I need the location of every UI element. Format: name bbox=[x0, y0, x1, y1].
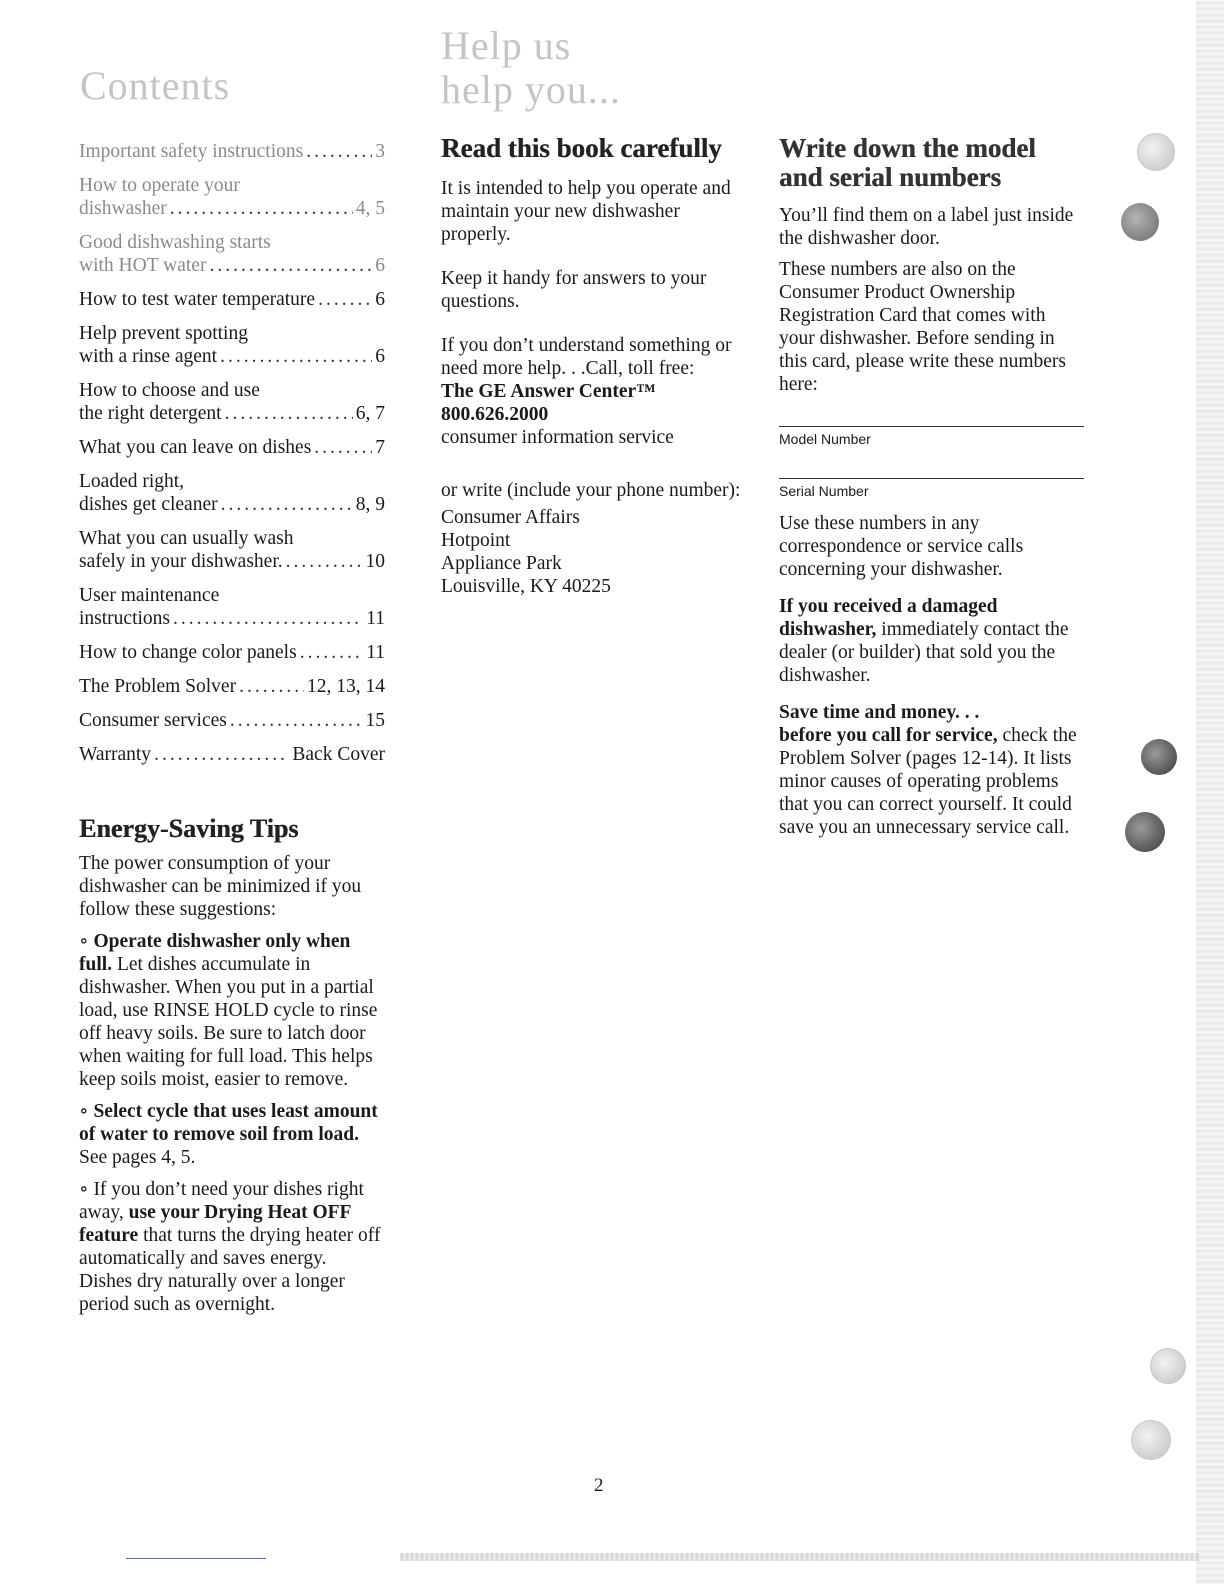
toc-page-number: 6 bbox=[375, 289, 385, 310]
toc-leader-dots bbox=[230, 709, 363, 732]
toc-entry bbox=[79, 470, 385, 516]
energy-tip-2-text: See pages 4, 5. bbox=[79, 1147, 196, 1168]
toc-page-number: 6, 7 bbox=[355, 403, 385, 424]
toc-entry bbox=[79, 379, 385, 425]
help-para-3-text: If you don’t understand something or need more help. . .Call, toll free: bbox=[441, 335, 732, 379]
toc-entry-text: Help prevent spotting bbox=[79, 323, 248, 344]
energy-tip-3-bold: use your Drying Heat OFF feature bbox=[79, 1202, 351, 1246]
toc-entry-text: Consumer services bbox=[79, 710, 227, 731]
service-line: consumer information service bbox=[441, 427, 674, 448]
toc-entry-text: User maintenance bbox=[79, 585, 220, 606]
energy-tip-3 bbox=[79, 1178, 384, 1316]
binder-hole-icon bbox=[1131, 1420, 1171, 1460]
model-number-label: Model Number bbox=[779, 431, 871, 447]
bullet-icon: ∘ bbox=[79, 1101, 89, 1122]
model-heading: Write down the model and serial numbers bbox=[779, 133, 1036, 192]
scan-bottom-line bbox=[126, 1558, 266, 1559]
toc-entry bbox=[79, 584, 385, 630]
save-para bbox=[779, 701, 1084, 839]
help-column bbox=[441, 134, 751, 598]
toc-entry bbox=[79, 641, 385, 664]
help-para-2: Keep it handy for answers to your questions. bbox=[441, 268, 707, 312]
toc-entry-text: dishes get cleaner bbox=[79, 494, 218, 515]
toc-leader-dots bbox=[170, 197, 353, 220]
binder-hole-icon bbox=[1141, 739, 1177, 775]
answer-center: The GE Answer Center™ bbox=[441, 381, 656, 402]
toc-leader-dots bbox=[173, 607, 363, 630]
help-para-1: It is intended to help you operate and maintain your new dishwasher properly. bbox=[441, 178, 731, 245]
energy-tip-1-text: Let dishes accumulate in dishwasher. When you put in a partial load, use RINSE HOLD cycle to rinse off heavy soils. Be sure to latch door when waiting for full load. This helps keep soils moist, easier to remove. bbox=[79, 954, 378, 1090]
toc-page-number: 15 bbox=[365, 710, 385, 731]
toc-entry-text: How to choose and use bbox=[79, 380, 260, 401]
toc-leader-dots bbox=[225, 402, 353, 425]
toc-entry-text: dishwasher bbox=[79, 198, 167, 219]
toc-leader-dots bbox=[209, 254, 372, 277]
binder-hole-icon bbox=[1150, 1348, 1186, 1384]
toc-entry-text: How to operate your bbox=[79, 175, 240, 196]
toc-leader-dots bbox=[306, 140, 372, 163]
toc-entry bbox=[79, 675, 385, 698]
toc-entry bbox=[79, 436, 385, 459]
toc-entry bbox=[79, 174, 385, 220]
model-number-line bbox=[779, 426, 1084, 427]
serial-number-line bbox=[779, 478, 1084, 479]
binder-hole-icon bbox=[1137, 133, 1175, 171]
toc-entry bbox=[79, 743, 385, 766]
energy-tip-3-text: that turns the drying heater off automatically and saves energy. Dishes dry naturally over a longer period such as overnight. bbox=[79, 1225, 381, 1315]
energy-tip-1 bbox=[79, 930, 384, 1091]
toc-leader-dots bbox=[154, 743, 289, 766]
address-line: Louisville, KY 40225 bbox=[441, 576, 611, 597]
save-text: check the Problem Solver (pages 12-14). It lists minor causes of operating problems that you can correct yourself. It could save you an unnecessary service call. bbox=[779, 725, 1077, 838]
toc-entry bbox=[79, 231, 385, 277]
toc-leader-dots bbox=[221, 493, 353, 516]
toc-leader-dots bbox=[239, 675, 304, 698]
toc-page-number: Back Cover bbox=[292, 744, 385, 765]
toc-entry-text: How to test water temperature bbox=[79, 289, 316, 310]
energy-tip-3-pre: If you don’t need your dishes right away, bbox=[79, 1179, 364, 1223]
binder-hole-icon bbox=[1125, 812, 1165, 852]
bullet-icon: ∘ bbox=[79, 1179, 89, 1200]
help-title bbox=[441, 24, 621, 112]
address-line: Consumer Affairs bbox=[441, 507, 580, 528]
bullet-icon: ∘ bbox=[79, 931, 89, 952]
toc-leader-dots bbox=[286, 550, 363, 573]
toc-page-number: 8, 9 bbox=[355, 494, 385, 515]
damaged-bold: If you received a damaged dishwasher, bbox=[779, 596, 998, 640]
energy-tips bbox=[79, 852, 384, 1325]
model-para-1: You’ll find them on a label just inside the dishwasher door. bbox=[779, 205, 1074, 249]
binder-hole-icon bbox=[1121, 203, 1159, 241]
read-book-heading: Read this book carefully bbox=[441, 133, 722, 163]
toc-page-number: 11 bbox=[366, 642, 385, 663]
toc-entry bbox=[79, 140, 385, 163]
toc-entry-text: What you can leave on dishes bbox=[79, 437, 312, 458]
toc-page-number: 11 bbox=[366, 608, 385, 629]
save-bold-2: before you call for service, bbox=[779, 725, 998, 746]
toc-entry-text: safely in your dishwasher. bbox=[79, 551, 283, 572]
mailing-address bbox=[441, 506, 751, 598]
energy-tip-2 bbox=[79, 1100, 384, 1169]
toc-entry bbox=[79, 288, 385, 311]
toc-entry bbox=[79, 322, 385, 368]
toc-page-number: 10 bbox=[365, 551, 385, 572]
model-para-2: These numbers are also on the Consumer Product Ownership Registration Card that comes with your dishwasher. Before sending in this card, please write these numbers here: bbox=[779, 259, 1066, 395]
save-bold-1: Save time and money. . . bbox=[779, 702, 980, 723]
contents-title: Contents bbox=[80, 63, 231, 108]
address-line: Appliance Park bbox=[441, 553, 562, 574]
toc-page-number: 6 bbox=[375, 346, 385, 367]
serial-number-label: Serial Number bbox=[779, 483, 869, 499]
phone-number: 800.626.2000 bbox=[441, 404, 549, 425]
toc-entry-text: How to change color panels bbox=[79, 642, 297, 663]
write-line: or write (include your phone number): bbox=[441, 480, 741, 501]
help-title-line-1: Help us bbox=[441, 23, 572, 68]
toc-entry bbox=[79, 709, 385, 732]
page-number: 2 bbox=[594, 1475, 604, 1496]
damaged-text: immediately contact the dealer (or builder) that sold you the dishwasher. bbox=[779, 619, 1069, 686]
toc-entry-text: Good dishwashing starts bbox=[79, 232, 271, 253]
model-para-3: Use these numbers in any correspondence or service calls concerning your dishwasher. bbox=[779, 513, 1024, 580]
toc-entry-text: Warranty bbox=[79, 744, 152, 765]
scan-bottom-strip bbox=[400, 1553, 1200, 1561]
toc-page-number: 6 bbox=[375, 255, 385, 276]
toc-page-number: 4, 5 bbox=[355, 198, 385, 219]
toc-entry-text: The Problem Solver bbox=[79, 676, 237, 697]
help-para-3 bbox=[441, 334, 751, 449]
energy-tip-2-bold: Select cycle that uses least amount of water to remove soil from load. bbox=[79, 1101, 378, 1145]
energy-intro: The power consumption of your dishwasher can be minimized if you follow these suggestions: bbox=[79, 853, 362, 920]
toc-page-number: 3 bbox=[375, 141, 385, 162]
toc-entry-text: the right detergent bbox=[79, 403, 222, 424]
toc-page-number: 12, 13, 14 bbox=[307, 676, 385, 697]
toc-entry bbox=[79, 527, 385, 573]
help-title-line-2: help you... bbox=[441, 67, 621, 112]
model-column bbox=[779, 134, 1084, 847]
address-line: Hotpoint bbox=[441, 530, 511, 551]
table-of-contents bbox=[79, 140, 385, 777]
energy-tips-heading: Energy-Saving Tips bbox=[79, 814, 299, 843]
toc-page-number: 7 bbox=[375, 437, 385, 458]
toc-entry-text: with HOT water bbox=[79, 255, 207, 276]
toc-entry-text: Important safety instructions bbox=[79, 141, 304, 162]
damaged-para bbox=[779, 595, 1084, 687]
toc-leader-dots bbox=[314, 436, 372, 459]
toc-leader-dots bbox=[220, 345, 372, 368]
toc-leader-dots bbox=[318, 288, 372, 311]
energy-tip-1-bold: Operate dishwasher only when full. bbox=[79, 931, 351, 975]
toc-entry-text: instructions bbox=[79, 608, 170, 629]
toc-entry-text: What you can usually wash bbox=[79, 528, 294, 549]
toc-entry-text: Loaded right, bbox=[79, 471, 185, 492]
scan-edge-strip bbox=[1196, 0, 1224, 1584]
toc-leader-dots bbox=[300, 641, 364, 664]
toc-entry-text: with a rinse agent bbox=[79, 346, 218, 367]
